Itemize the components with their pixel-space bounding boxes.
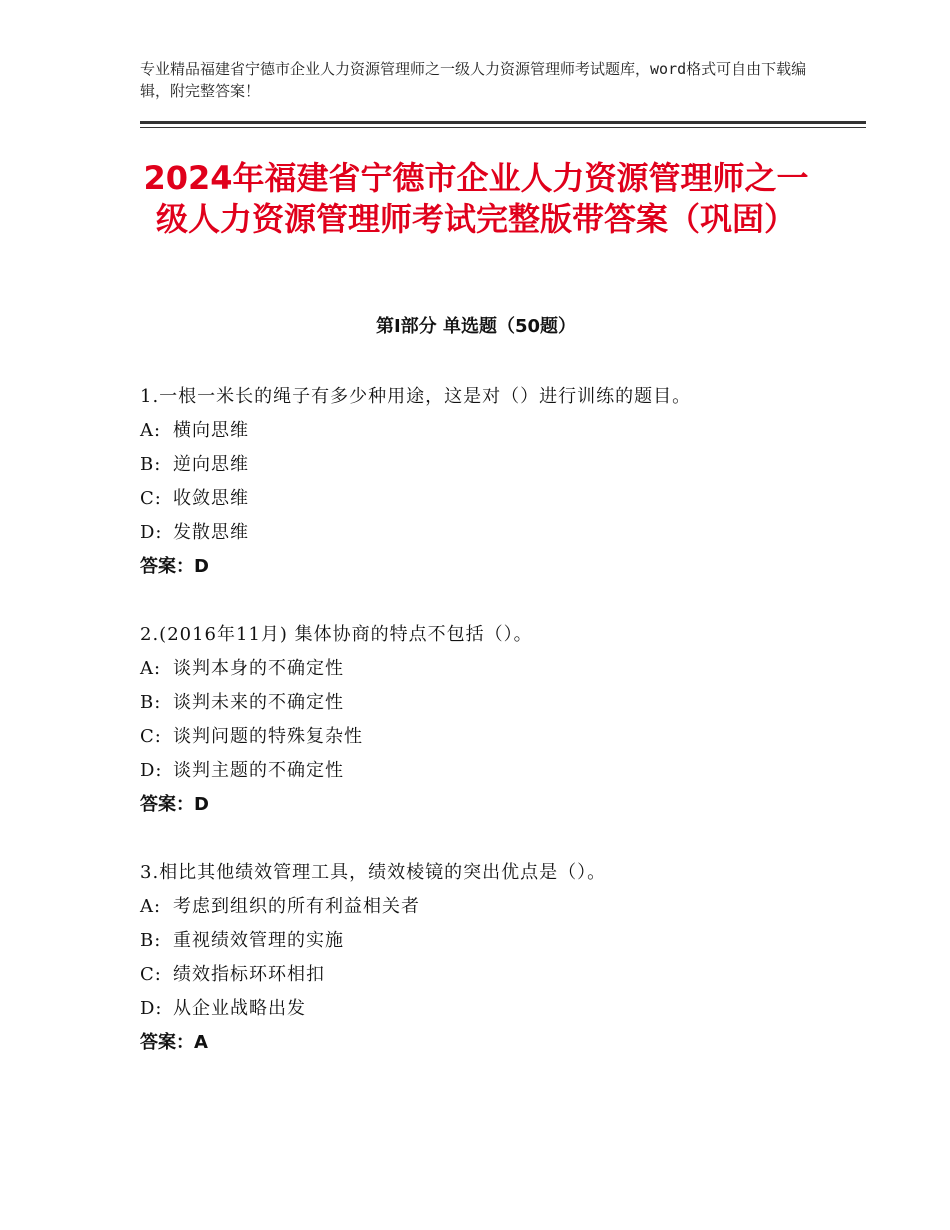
question-stem: 2.(2016年11月) 集体协商的特点不包括（）。	[140, 624, 533, 645]
answer-line: 答案：A	[140, 1032, 208, 1053]
section-heading: 第Ⅰ部分 单选题（50题）	[375, 316, 576, 337]
option-letter: C:	[140, 964, 162, 985]
option-text: 重视绩效管理的实施	[173, 930, 344, 951]
option-text: 谈判未来的不确定性	[173, 692, 344, 713]
header-note: 专业精品福建省宁德市企业人力资源管理师之一级人力资源管理师考试题库，word格式可自由下载编辑，附完整答案！	[140, 60, 807, 100]
answer-line: 答案：D	[140, 556, 209, 577]
option-text: 横向思维	[173, 420, 249, 441]
option-text: 逆向思维	[173, 454, 249, 475]
option-letter: B:	[140, 930, 162, 951]
option-letter: A:	[140, 420, 162, 441]
option-letter: A:	[140, 896, 162, 917]
option-text: 发散思维	[173, 522, 249, 543]
option-c	[140, 720, 840, 754]
option-d	[140, 992, 840, 1026]
option-text: 谈判本身的不确定性	[173, 658, 344, 679]
option-letter: B:	[140, 454, 162, 475]
option-letter: A:	[140, 658, 162, 679]
question-2	[140, 618, 840, 822]
option-b	[140, 686, 840, 720]
question-stem: 3.相比其他绩效管理工具，绩效棱镜的突出优点是（）。	[140, 862, 607, 883]
answer-line: 答案：D	[140, 794, 209, 815]
option-text: 谈判问题的特殊复杂性	[173, 726, 363, 747]
option-d	[140, 754, 840, 788]
option-text: 谈判主题的不确定性	[173, 760, 344, 781]
option-letter: D:	[140, 998, 163, 1019]
header-divider-thin	[140, 127, 866, 128]
option-c	[140, 482, 840, 516]
option-d	[140, 516, 840, 550]
document-title: 2024年福建省宁德市企业人力资源管理师之一级人力资源管理师考试完整版带答案（巩固）	[143, 159, 809, 238]
question-3	[140, 856, 840, 1060]
option-letter: D:	[140, 760, 163, 781]
option-c	[140, 958, 840, 992]
question-1	[140, 380, 840, 584]
question-stem: 1.一根一米长的绳子有多少种用途，这是对（）进行训练的题目。	[140, 386, 692, 407]
option-text: 考虑到组织的所有利益相关者	[173, 896, 420, 917]
option-b	[140, 448, 840, 482]
option-text: 从企业战略出发	[173, 998, 306, 1019]
option-text: 绩效指标环环相扣	[173, 964, 325, 985]
option-a	[140, 414, 840, 448]
option-letter: D:	[140, 522, 163, 543]
option-a	[140, 890, 840, 924]
header-divider-thick	[140, 121, 866, 124]
option-letter: B:	[140, 692, 162, 713]
option-a	[140, 652, 840, 686]
option-b	[140, 924, 840, 958]
option-letter: C:	[140, 488, 162, 509]
question-list	[140, 380, 840, 1094]
option-letter: C:	[140, 726, 162, 747]
option-text: 收敛思维	[173, 488, 249, 509]
